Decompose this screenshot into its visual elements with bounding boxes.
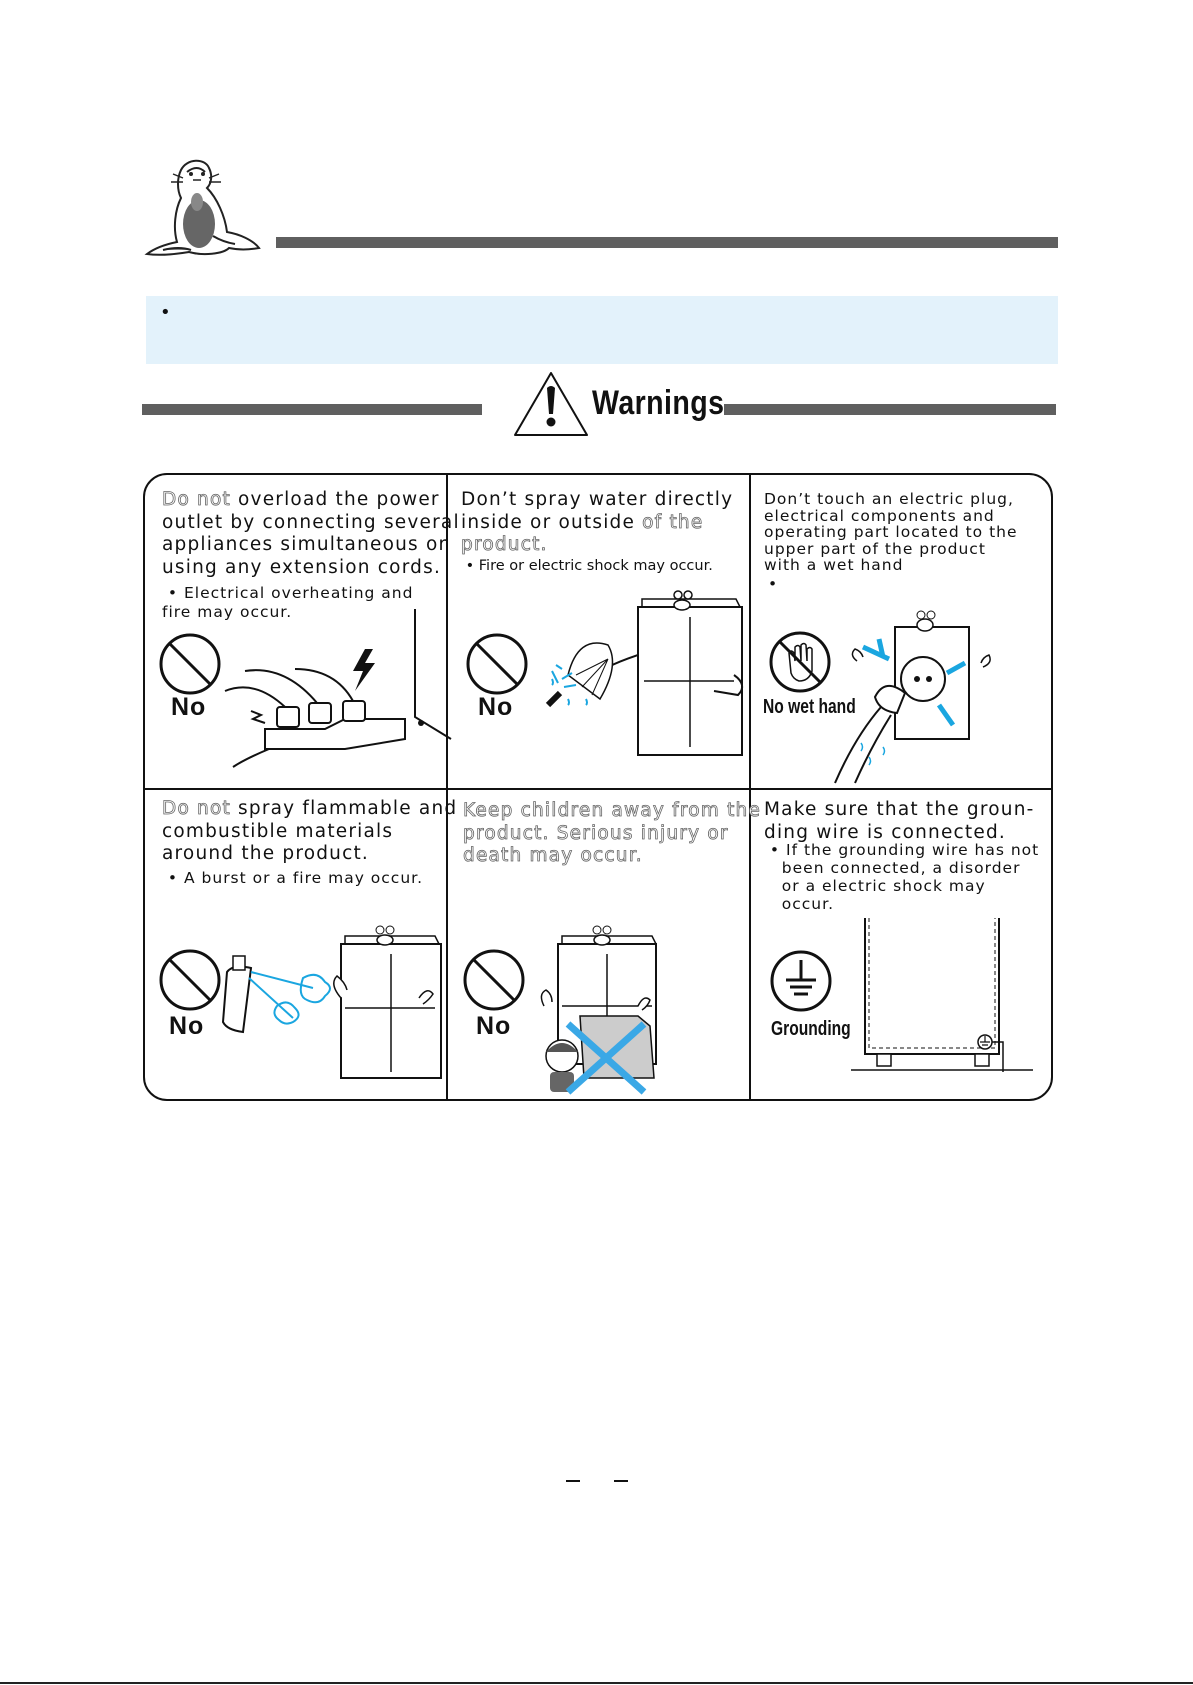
warning-cell-overload bbox=[145, 475, 460, 788]
page-bottom-rule bbox=[0, 1682, 1193, 1684]
grounding-icon bbox=[770, 950, 834, 1014]
warning-cell-wet-hand bbox=[751, 475, 1053, 788]
child-fridge-illustration bbox=[540, 926, 680, 1096]
cell-title-text: overload the power outlet by connecting several appliances simultaneous or using any extension cords. bbox=[162, 489, 460, 578]
prohibited-icon bbox=[463, 949, 527, 1013]
warning-cell-water-spray bbox=[448, 475, 749, 788]
cell-title-gray: of the product. bbox=[461, 511, 704, 555]
cell-title-text: spray flammable and combustible materials around the product. bbox=[162, 798, 458, 864]
cell-subtitle: • Fire or electric shock may occur. bbox=[461, 558, 713, 574]
warnings-title: Warnings bbox=[592, 384, 725, 422]
cell-title: Make sure that the groun- ding wire is connected. bbox=[764, 799, 1035, 843]
wet-plug-illustration bbox=[835, 607, 1053, 787]
info-bullet: • bbox=[160, 302, 171, 323]
cell-label: No bbox=[169, 1012, 205, 1040]
grounded-fridge-illustration bbox=[851, 918, 1041, 1098]
warnings-grid bbox=[143, 473, 1053, 1101]
prohibited-icon bbox=[466, 633, 530, 697]
cell-label: No wet hand bbox=[763, 696, 856, 718]
info-box bbox=[146, 296, 1058, 364]
prohibited-icon bbox=[159, 633, 223, 697]
cell-title bbox=[463, 800, 761, 868]
cell-title-gray: Keep children away from the product. Serious injury or death may occur. bbox=[463, 800, 762, 866]
exclamation-triangle-icon bbox=[512, 370, 590, 438]
warning-cell-flammable bbox=[145, 790, 458, 1101]
cell-label: No bbox=[171, 693, 207, 721]
no-wet-hand-icon bbox=[769, 631, 833, 695]
fridge-umbrella-illustration bbox=[528, 595, 748, 785]
cell-subtitle: • Electrical overheating and fire may occur. bbox=[162, 584, 414, 621]
cell-title bbox=[162, 489, 460, 579]
cell-label: No bbox=[476, 1012, 512, 1040]
warning-cell-children bbox=[448, 790, 762, 1101]
page-number-dashes bbox=[566, 1478, 630, 1484]
cell-title: Don’t touch an electric plug, electrical components and operating part located to the upper part of the product with a wet hand bbox=[764, 490, 1018, 574]
cell-title-text: Don’t spray water directly inside or outside bbox=[461, 489, 734, 533]
aerosol-fridge-illustration bbox=[223, 926, 447, 1096]
cell-title-gray: Do not bbox=[162, 798, 231, 819]
cell-label: No bbox=[478, 693, 514, 721]
warning-cell-grounding bbox=[751, 790, 1053, 1101]
cell-subtitle: • If the grounding wire has not been connected, a disorder or a electric shock may occur. bbox=[769, 841, 1040, 913]
cell-label: Grounding bbox=[771, 1018, 851, 1040]
cell-subtitle: • bbox=[768, 575, 779, 593]
seal-mascot-icon bbox=[143, 158, 265, 260]
cell-title bbox=[162, 798, 457, 866]
power-strip-illustration bbox=[225, 609, 447, 784]
header-rule bbox=[276, 237, 1058, 248]
prohibited-icon bbox=[159, 949, 223, 1013]
cell-title bbox=[461, 489, 733, 557]
warnings-rule-right bbox=[724, 404, 1056, 415]
cell-title-gray: Do not bbox=[162, 489, 231, 510]
cell-subtitle: • A burst or a fire may occur. bbox=[162, 869, 424, 887]
warnings-rule-left bbox=[142, 404, 482, 415]
